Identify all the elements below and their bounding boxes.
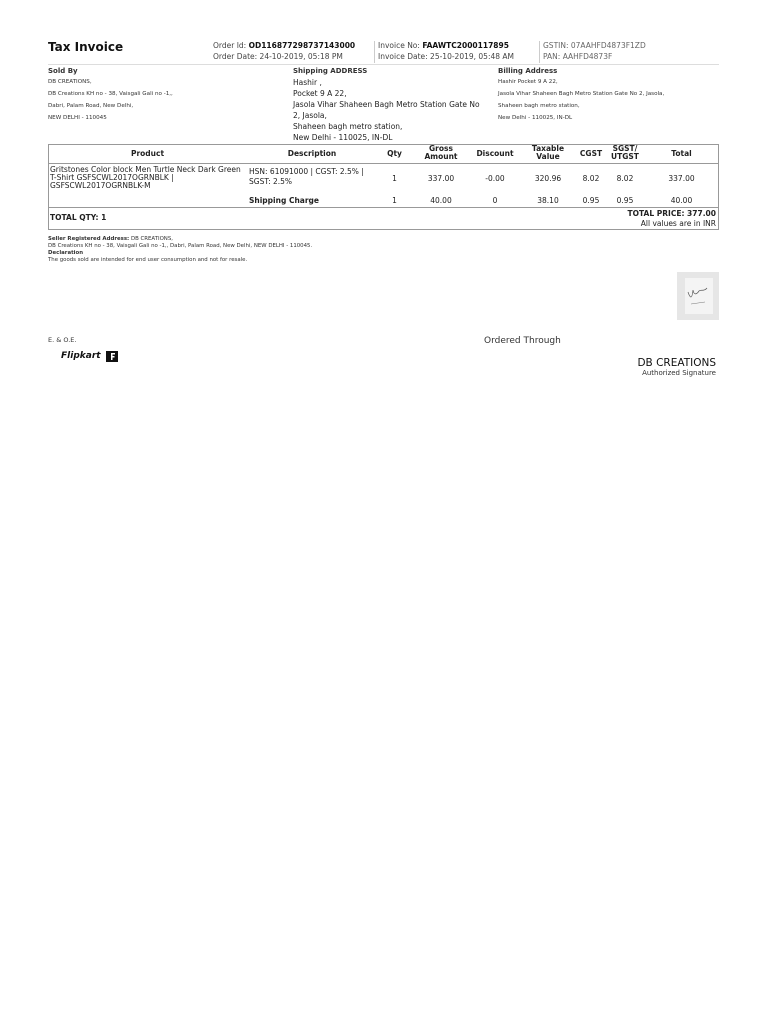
divider <box>539 41 540 63</box>
sold-by-line: Dabri, Palam Road, New Delhi, <box>48 103 134 109</box>
shipping-line: 2, Jasola, <box>293 111 327 120</box>
product-line: T-Shirt GSFSCWL2017OGRNBLK | <box>50 172 174 182</box>
sold-by-line: NEW DELHI - 110045 <box>48 115 107 121</box>
billing-line: Jasola Vihar Shaheen Bagh Metro Station Gate No 2, Jasola, <box>498 91 665 97</box>
product-cell <box>48 193 247 207</box>
description-line: HSN: 61091000 | CGST: 2.5% | <box>249 166 364 176</box>
order-id: OD116877298737143000 <box>248 41 356 50</box>
col-product: Product <box>130 148 165 158</box>
signature-paper <box>685 278 713 314</box>
discount-cell: 0 <box>492 195 498 205</box>
items-table <box>48 144 719 207</box>
total-price-block <box>628 209 716 229</box>
description-cell <box>247 163 377 193</box>
col-qty: Qty <box>387 148 402 158</box>
billing-section <box>498 67 664 124</box>
col-taxable-line2: Value <box>536 152 560 162</box>
currency-note: All values are in INR <box>640 219 716 228</box>
col-gross-line1: Gross <box>429 144 453 154</box>
shipping-line: New Delhi - 110025, IN-DL <box>293 133 393 142</box>
col-taxable-line1: Taxable <box>531 144 565 154</box>
order-date-label: Order Date: <box>213 52 258 61</box>
col-gross-line2: Amount <box>424 152 458 162</box>
product-cell <box>48 163 247 193</box>
seller-registered-block <box>48 236 312 264</box>
invoice-no: FAAWTC2000117895 <box>422 41 509 50</box>
eoe-note: E. & O.E. <box>48 336 77 344</box>
billing-line: Hashir Pocket 9 A 22, <box>498 79 558 85</box>
table-header-row <box>48 144 719 163</box>
order-date: 24-10-2019, 05:18 PM <box>259 52 343 61</box>
taxable-cell: 320.96 <box>534 173 562 183</box>
discount-cell: -0.00 <box>485 173 505 183</box>
declaration-label: Declaration <box>48 250 84 256</box>
table-row <box>48 193 719 207</box>
page-title: Tax Invoice <box>48 40 124 54</box>
col-cgst: CGST <box>579 148 603 158</box>
product-line: Gritstones Color block Men Turtle Neck Dark Green <box>50 164 241 174</box>
signature-block <box>637 357 716 377</box>
brand-wordmark: Flipkart <box>61 351 101 361</box>
seller-reg-label: Seller Registered Address: <box>48 236 130 242</box>
col-sgst <box>606 144 644 163</box>
col-total: Total <box>671 148 692 158</box>
total-price: TOTAL PRICE: 377.00 <box>627 209 716 218</box>
flipkart-bag-icon <box>105 349 119 363</box>
cgst-cell: 0.95 <box>582 195 600 205</box>
gross-cell: 337.00 <box>427 173 455 183</box>
billing-line: New Delhi - 110025, IN-DL <box>498 115 573 121</box>
order-info <box>213 40 355 62</box>
billing-line: Shaheen bagh metro station, <box>498 103 580 109</box>
shipping-section <box>293 67 493 143</box>
invoice-date-label: Invoice Date: <box>378 52 428 61</box>
gross-cell: 40.00 <box>430 195 452 205</box>
header-rule <box>48 64 719 65</box>
signer-name: DB CREATIONS <box>637 357 716 369</box>
shipping-line: Hashir , <box>293 78 322 87</box>
seller-reg-name: DB CREATIONS, <box>130 236 173 242</box>
table-rule <box>48 207 719 208</box>
gstin: GSTIN: 07AAHFD4873F1ZD <box>543 41 646 50</box>
ordered-through: Ordered Through <box>484 336 561 346</box>
sold-by-section <box>48 67 173 124</box>
signature-scribble-icon <box>685 278 713 314</box>
sold-by-line: DB Creations KH no - 38, Vaisgali Gali no -1,, <box>48 91 173 97</box>
col-sgst-line2: UTGST <box>611 152 639 162</box>
total-cell: 40.00 <box>670 195 693 205</box>
seller-reg-address: DB Creations KH no - 38, Vaisgali Gali no -1,, Dabri, Palam Road, New Delhi, NEW DELHI - 110045. <box>48 243 313 249</box>
signature-label: Authorized Signature <box>642 369 716 377</box>
cgst-cell: 8.02 <box>582 173 600 183</box>
col-discount: Discount <box>476 148 514 158</box>
shipping-heading: Shipping ADDRESS <box>293 67 368 75</box>
shipping-line: Jasola Vihar Shaheen Bagh Metro Station Gate No <box>293 100 480 109</box>
col-description: Description <box>287 148 337 158</box>
qty-cell: 1 <box>392 195 397 205</box>
col-gross <box>412 144 470 163</box>
pan: PAN: AAHFD4873F <box>543 52 613 61</box>
invoice-no-label: Invoice No: <box>378 41 420 50</box>
declaration-text: The goods sold are intended for end user consumption and not for resale. <box>48 257 248 263</box>
sold-by-heading: Sold By <box>48 67 78 75</box>
invoice-info <box>378 40 514 62</box>
total-cell: 337.00 <box>668 173 695 183</box>
col-taxable <box>520 144 576 163</box>
shipping-line: Shaheen bagh metro station, <box>293 122 403 131</box>
billing-heading: Billing Address <box>498 67 558 75</box>
qty-cell: 1 <box>392 173 397 183</box>
sgst-cell: 0.95 <box>616 195 634 205</box>
sold-by-line: DB CREATIONS, <box>48 79 92 85</box>
description-cell: Shipping Charge <box>249 195 319 205</box>
shipping-line: Pocket 9 A 22, <box>293 89 347 98</box>
description-line: SGST: 2.5% <box>249 176 293 186</box>
total-qty: TOTAL QTY: 1 <box>50 213 107 222</box>
taxable-cell: 38.10 <box>537 195 559 205</box>
sgst-cell: 8.02 <box>616 173 634 183</box>
product-line: GSFSCWL2017OGRNBLK-M <box>50 180 151 190</box>
table-row <box>48 163 719 193</box>
col-sgst-line1: SGST/ <box>612 144 638 154</box>
flipkart-logo <box>61 349 119 363</box>
invoice-date: 25-10-2019, 05:48 AM <box>430 52 515 61</box>
order-id-label: Order Id: <box>213 41 247 50</box>
divider <box>374 41 375 63</box>
tax-ids <box>543 40 646 62</box>
